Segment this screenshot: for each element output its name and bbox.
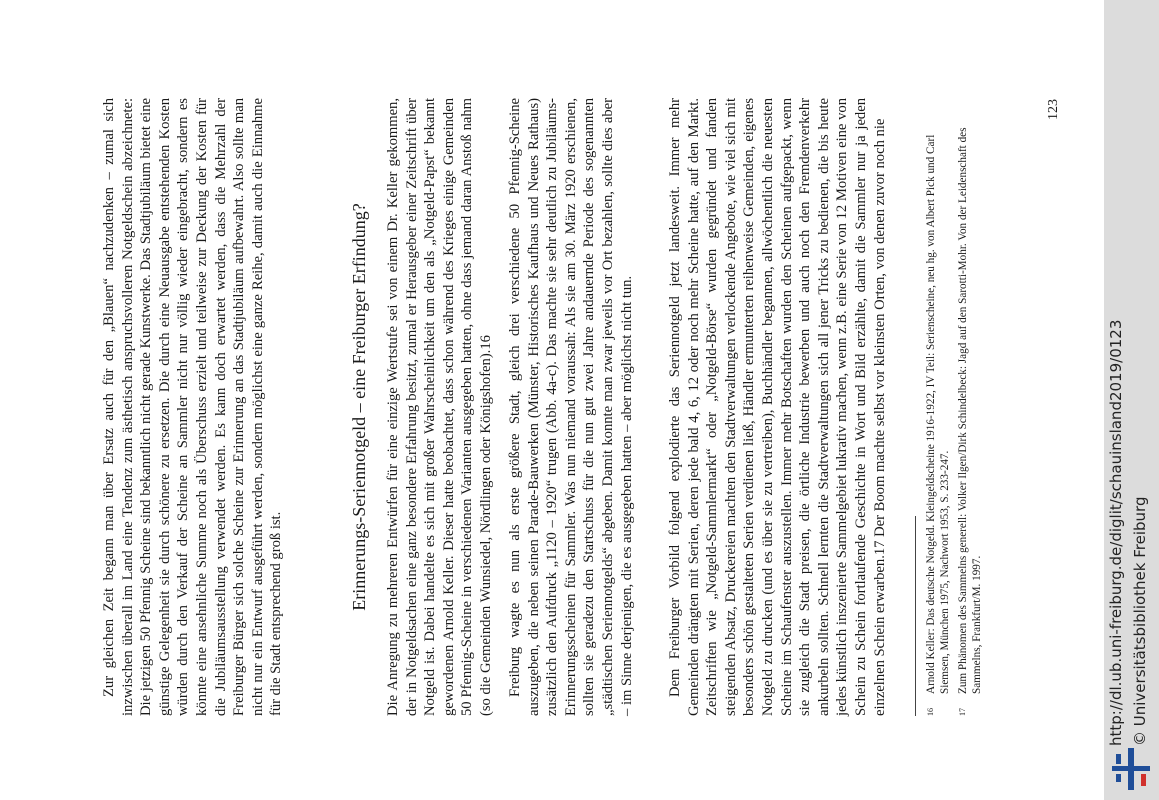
page-number: 123 — [1046, 99, 1061, 120]
paragraph-3: Freiburg wagte es nun als erste größere Stadt, gleich drei verschiedene 50 Pfennig-Scheine auszugeben, die neben seinen Parade-Bauwerken (Münster, Historisches Kaufhaus und Neues Rathaus) zusätzlich den Aufdruck „1120 – 1920“ trugen (Abb. 4a-c). Das machte sie sehr deutlich zu Jubiläums-Erinnerungsscheinen für Sammler. Was nun niemand voraussah: Als sie am 30. März 1920 erschienen, sollten sie geradezu den Startschuss für die nun gut zwei Jahre andauernde Periode des sogenannten „städtischen Seriennotgelds“ abgeben. Damit konnte man zwar jeweils vor Ort bezahlen, sollte dies aber – im Sinne derjenigen, die es ausgegeben hatten – aber möglichst nicht tun. — [507, 98, 635, 716]
ub-freiburg-logo-icon — [1110, 746, 1152, 792]
copyright-text: © Universitätsbibliothek Freiburg — [1131, 496, 1149, 746]
footnote-number: 17 — [958, 708, 967, 716]
permalink-url[interactable]: http://dl.ub.uni-freiburg.de/diglit/schauinsland2019/0123 — [1107, 319, 1125, 746]
footnote-text: Arnold Keller: Das deutsche Notgeld. Kleingeldscheine 1916-1922, IV Teil: Serienscheine, neu hg. von Albert Pick und Carl Siemsen, München 1975, Nachwort 1953, S. 233-247. — [925, 134, 952, 694]
library-sidebar — [1104, 0, 1159, 800]
section-heading: Erinnerungs-Seriennotgeld – eine Freiburger Erfindung? — [349, 203, 369, 611]
footnote-16 — [924, 98, 952, 716]
footnote-rule — [915, 516, 916, 716]
sidebar-rotated — [1104, 0, 1159, 800]
footnote-17 — [956, 98, 984, 716]
footnote-text: Zum Phänomen des Sammelns generell: Volker Ilgen/Dirk Schindelbeck: Jagd auf den Sarotti-Mohr. Von der Leidenschaft des Sammelns, Frankfurt/M. 1997. — [957, 127, 984, 694]
paragraph-2: Die Anregung zu mehreren Entwürfen für eine einzige Wertstufe sei von einem Dr. Keller gekommen, der in Notgeldsachen eine ganz besondere Erfahrung besitzt, zumal er Herausgeber einer Zeitschrift über Notgeld ist. Dabei handelte es sich mit großer Wahrscheinlichkeit um den als „Notgeld-Papst“ bekannt gewordenen Arnold Keller. Dieser hatte beobachtet, dass schon während des Krieges einige Gemeinden 50 Pfennig-Scheine in verschiedenen Varianten ausgegeben hatten, ohne dass jemand daran Anstoß nahm (so die Gemeinden Wunsiedel, Nördlingen oder Königshofen).16 — [385, 98, 494, 716]
paragraph-1: Zur gleichen Zeit begann man über Ersatz auch für den „Blauen“ nachzudenken – zumal sich inzwischen überall im Land eine Tendenz zum ästhetisch anspruchsvolleren Notgeldschein abzeichnete: Die jetzigen 50 Pfennig Scheine sind bekanntlich nicht gerade Kunstwerke. Das Stadtjubiläum bietet eine günstige Gelegenheit sie durch schönere zu ersetzen. Die durch eine Neuausgabe entstehenden Kosten würden durch den Verkauf der Scheine an Sammler nicht nur völlig wieder eingebracht, sondern es könnte eine ansehnliche Summe noch als Überschuss erzielt und teilweise zur Deckung der Kosten für die Jubiläumsausstellung verwendet werden. Es kann doch erwartet werden, dass die Mehrzahl der Freiburger Bürger sich solche Scheine zur Erinnerung an das Stadtjubiläum aufbewahrt. Also sollte man nicht nur ein Entwurf ausgeführt werden, sondern möglichst eine ganze Reihe, damit auch die Einnahme für die Stadt entsprechend groß ist. — [101, 98, 285, 716]
paragraph-4: Dem Freiburger Vorbild folgend explodierte das Seriennotgeld jetzt landesweit. Immer mehr Gemeinden drängten mit Serien, deren jede bald 4, 6, 12 oder noch mehr Scheine hatte, auf den Markt. Zeitschriften wie „Notgeld-Sammlermarkt“ oder „Notgeld-Börse“ wurden gegründet und fanden steigenden Absatz, Druckereien machten den Stadtverwaltungen verlockende Angebote, wie viel sich mit besonders schön gestalteten Serien verdienen ließ, Händler ermunterten reihenweise Gemeinden, eigenes Notgeld zu drucken (und es über sie zu vertreiben), Buchhändler begannen, allwöchentlich die neuesten Scheine im Schaufenster auszustellen. Immer mehr Botschaften wurden den Scheinen aufgepackt, wenn sie zugleich die Stadt preisen, die örtliche Industrie bewerben und auch noch den Fremdenverkehr ankurbeln sollten. Schnell lernten die Stadtverwaltungen sich all jener Tricks zu bedienen, die bis heute jedes künstlich inszenierte Sammelgebiet lukrativ machen, wenn z.B. eine Serie von 12 Motiven eine von Schein zu Schein fortlaufende Geschichte in Wort und Bild erzählte, damit die Sammler nur ja jeden einzelnen Schein erwarben.17 Der Boom machte selbst vor kleinsten Orten, von denen zuvor noch nie — [667, 98, 888, 716]
footnote-number: 16 — [926, 708, 935, 716]
